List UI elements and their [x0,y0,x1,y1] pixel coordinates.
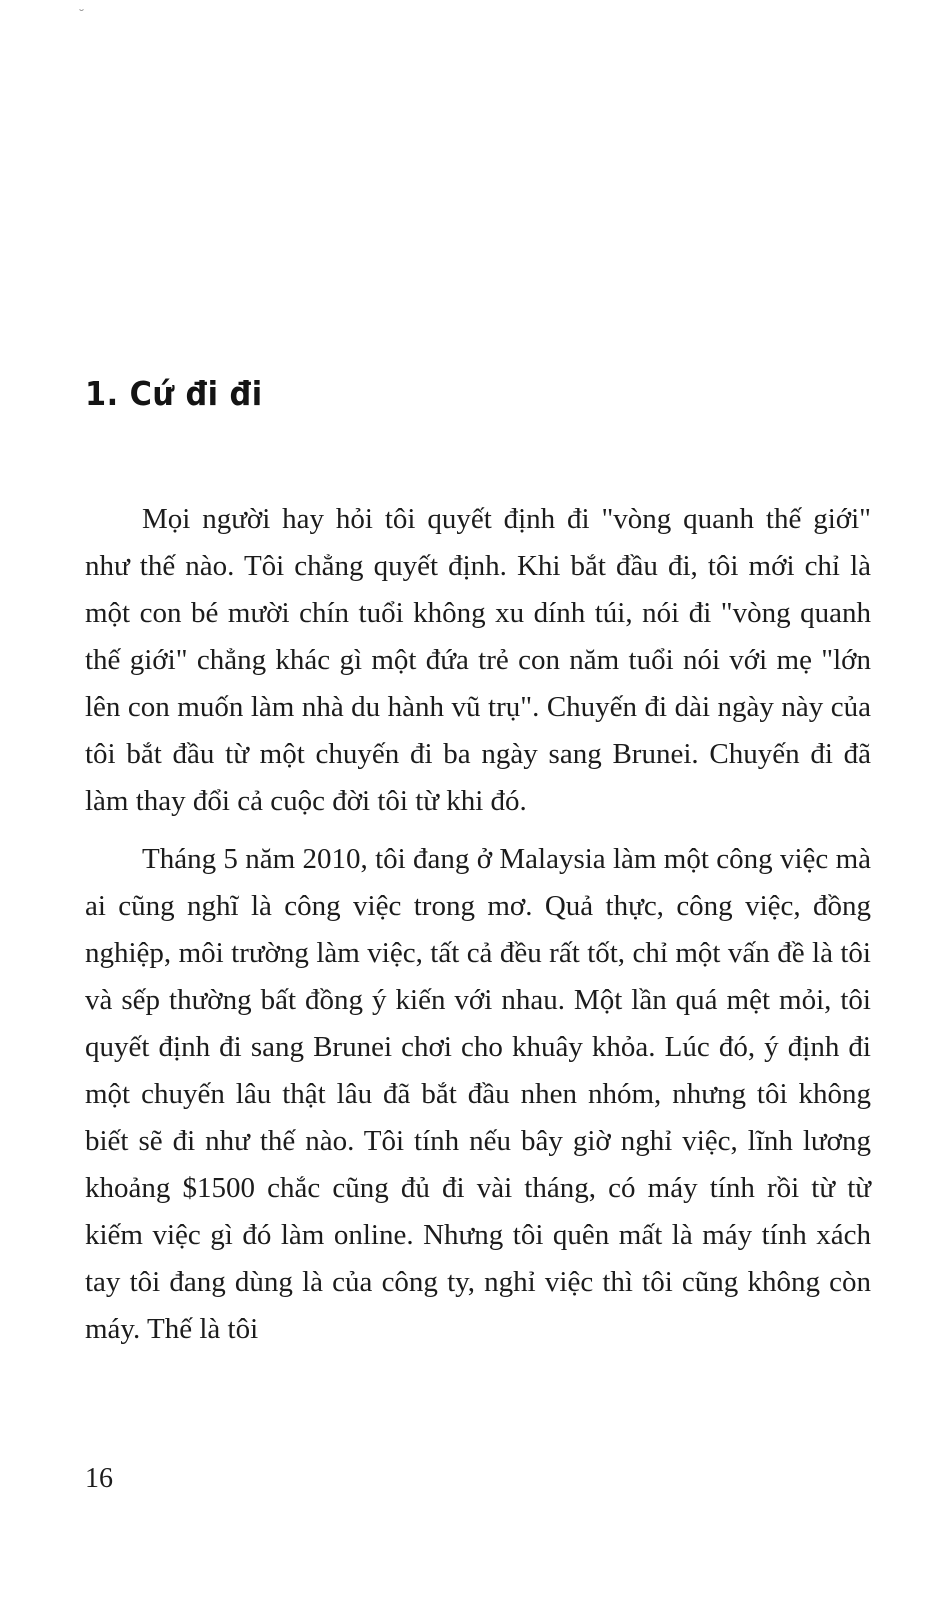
paragraph: Mọi người hay hỏi tôi quyết định đi "vòng quanh thế giới" như thế nào. Tôi chẳng quyết định. Khi bắt đầu đi, tôi mới chỉ là một con bé mười chín tuổi không xu dính túi, nói đi "vòng quanh thế giới" chẳng khác gì một đứa trẻ con năm tuổi nói với mẹ "lớn lên con muốn làm nhà du hành vũ trụ". Chuyến đi dài ngày này của tôi bắt đầu từ một chuyến đi ba ngày sang Brunei. Chuyến đi đã làm thay đổi cả cuộc đời tôi từ khi đó. [85,503,871,817]
body-text [85,496,871,1364]
page-number: 16 [85,1463,113,1494]
paragraph: Tháng 5 năm 2010, tôi đang ở Malaysia làm một công việc mà ai cũng nghĩ là công việc trong mơ. Quả thực, công việc, đồng nghiệp, môi trường làm việc, tất cả đều rất tốt, chỉ một vấn đề là tôi và sếp thường bất đồng ý kiến với nhau. Một lần quá mệt mỏi, tôi quyết định đi sang Brunei chơi cho khuây khỏa. Lúc đó, ý định đi một chuyến lâu thật lâu đã bắt đầu nhen nhóm, nhưng tôi không biết sẽ đi như thế nào. Tôi tính nếu bây giờ nghỉ việc, lĩnh lương khoảng $1500 chắc cũng đủ đi vài tháng, có máy tính rồi từ từ kiếm việc gì đó làm online. Nhưng tôi quên mất là máy tính xách tay tôi đang dùng là của công ty, nghỉ việc thì tôi cũng không còn máy. Thế là tôi [85,843,871,1345]
chapter-heading: 1. Cứ đi đi [85,374,263,414]
scan-artifact-mark: ˘ [78,8,85,24]
